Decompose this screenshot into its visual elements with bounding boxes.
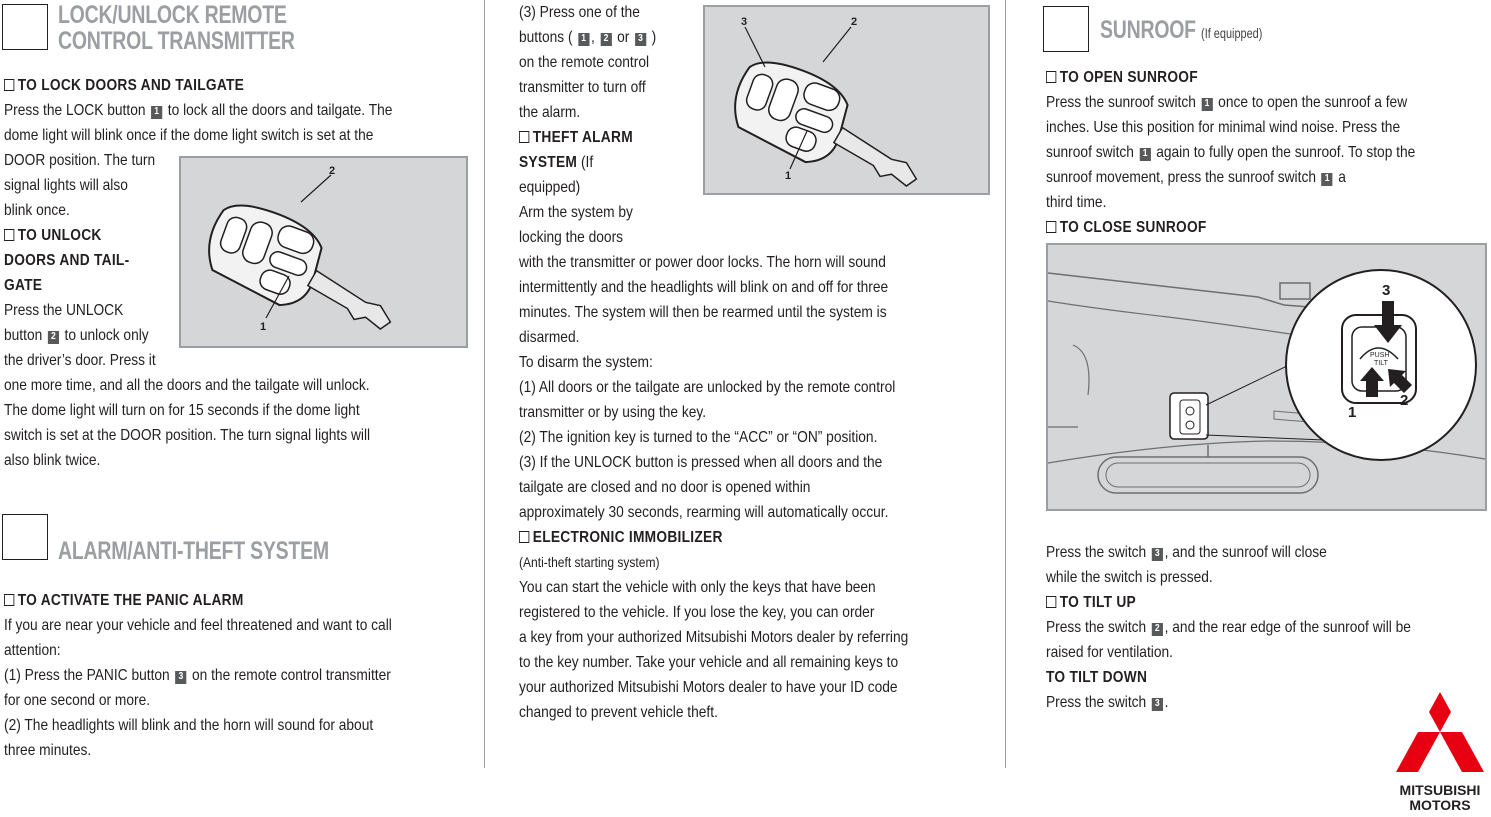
heading-immobilizer: ELECTRONIC IMMOBILIZER <box>519 525 908 550</box>
key-fob-illustration-alarm <box>705 7 988 193</box>
badge-1-icon: 1 <box>1201 98 1212 111</box>
push-label: PUSH <box>1370 352 1390 359</box>
heading-unlock-doors: TO UNLOCK <box>4 223 392 248</box>
badge-2-icon: 2 <box>1152 623 1163 636</box>
checkbox-icon <box>4 79 14 91</box>
section-marker-box-sunroof <box>1043 6 1089 52</box>
heading-lock-doors: TO LOCK DOORS AND TAILGATE <box>4 73 392 98</box>
figure-label-3: 3 <box>741 16 748 28</box>
key-fob-figure-alarm <box>703 5 990 195</box>
badge-3-icon: 3 <box>1152 698 1163 711</box>
badge-1-icon: 1 <box>151 106 162 119</box>
figure-label-2: 2 <box>1400 392 1409 409</box>
badge-1-icon: 1 <box>578 33 589 46</box>
checkbox-icon <box>1046 71 1056 83</box>
section-title-lock-unlock: LOCK/UNLOCK REMOTE CONTROL TRANSMITTER <box>58 1 295 55</box>
heading-close-sunroof: TO CLOSE SUNROOF <box>1046 215 1415 240</box>
heading-panic-alarm: TO ACTIVATE THE PANIC ALARM <box>4 588 392 613</box>
badge-3-icon: 3 <box>175 671 186 684</box>
figure-label-1: 1 <box>785 170 792 182</box>
figure-label-3: 3 <box>1382 282 1391 299</box>
badge-2-icon: 2 <box>48 331 59 344</box>
checkbox-icon <box>4 229 14 241</box>
badge-1-icon: 1 <box>1322 173 1333 186</box>
checkbox-icon <box>1046 596 1056 608</box>
heading-open-sunroof: TO OPEN SUNROOF <box>1046 65 1415 90</box>
sunroof-switch-illustration <box>1048 245 1485 509</box>
logo-text: MITSUBISHI MOTORS <box>1399 782 1481 813</box>
badge-3-icon: 3 <box>635 33 646 46</box>
alarm-continued-text: (3) Press one of the buttons ( 1 , 2 or 3 ) on the remote control transmitter to turn off the alarm. THEFT ALARM SYSTEM (If equipped) Arm the system by locking the doors with the transmitter or power door locks. The horn will sound intermittently and the headlights will blink on and off for three minutes. The system will then be rearmed until the system is disarmed. To disarm the system: (1) All doors or the tailgate are unlocked by the remote control transmitter or by using the key. (2) The ignition key is turned to the “ACC” or “ON” position. (3) If the UNLOCK button is pressed when all doors and the tailgate are closed and no door is opened within approximately 30 seconds, rearming will automatically occur. ELECTRONIC IMMOBILIZER (Anti-theft starting system) You can start the vehicle with only the keys that have been registered to the vehicle. If you lose the key, you can order a key from your authorized Mitsubishi Motors dealer by referring to the key number. Take your vehicle and all remaining keys to your authorized Mitsubishi Motors dealer to have your ID code changed to prevent vehicle theft. <box>519 4 909 721</box>
column-divider-left <box>484 0 485 768</box>
figure-label-2: 2 <box>329 165 336 177</box>
tilt-label: TILT <box>1374 360 1388 367</box>
sunroof-switch-figure <box>1046 243 1487 511</box>
section-title-sunroof: SUNROOF (If equipped) <box>1100 16 1263 44</box>
mitsubishi-logo <box>1390 690 1490 815</box>
three-diamonds-icon <box>1390 690 1490 780</box>
heading-theft-alarm: THEFT ALARM <box>519 125 908 150</box>
checkbox-icon <box>519 131 529 143</box>
badge-2-icon: 2 <box>600 33 611 46</box>
section-marker-box-alarm <box>2 514 48 560</box>
heading-tilt-up: TO TILT UP <box>1046 590 1411 615</box>
figure-label-1: 1 <box>1348 404 1357 421</box>
badge-1-icon: 1 <box>1139 148 1150 161</box>
key-fob-illustration <box>181 158 466 346</box>
figure-label-2: 2 <box>851 16 858 28</box>
sunroof-open-text: TO OPEN SUNROOF Press the sunroof switch 1 once to open the sunroof a few inches. Use this position for minimal wind noise. Press the sunroof switch 1 again to fully open the sunroof. To stop the sunroof movement, press the sunroof switch 1 a third time. TO CLOSE SUNROOF <box>1046 65 1415 240</box>
checkbox-icon <box>4 594 14 606</box>
column-divider-right <box>1005 0 1006 768</box>
sunroof-close-text: Press the switch 3 , and the sunroof will close while the switch is pressed. TO TILT UP Press the switch 2 , and the rear edge of the sunroof will be raised for ventilation. TO TILT DOWN Press the switch 3 . <box>1046 544 1411 711</box>
figure-label-1: 1 <box>260 321 267 333</box>
checkbox-icon <box>1046 221 1056 233</box>
badge-3-icon: 3 <box>1152 548 1163 561</box>
lock-section-text: TO LOCK DOORS AND TAILGATE Press the LOCK button 1 to lock all the doors and tailgate. The dome light will blink once if the dome light switch is set at the DOOR position. The turn signal lights will also blink once. TO UNLOCK DOORS AND TAIL- GATE Press the UNLOCK button 2 to unlock only the driver’s door. Press it one more time, and all the doors and the tailgate will unlock. The dome light will turn on for 15 seconds if the dome light switch is set at the DOOR position. The turn signal lights will also blink twice. <box>4 73 392 473</box>
panic-section-text: TO ACTIVATE THE PANIC ALARM If you are near your vehicle and feel threatened and want to call attention: (1) Press the PANIC button 3 on the remote control transmitter for one second or more. (2) The headlights will blink and the horn will sound for about three minutes. <box>4 588 392 763</box>
section-marker-box-lock <box>2 4 48 50</box>
section-title-alarm: ALARM/ANTI-THEFT SYSTEM <box>58 537 329 565</box>
heading-tilt-down: TO TILT DOWN <box>1046 669 1148 686</box>
key-fob-figure <box>179 156 468 348</box>
checkbox-icon <box>519 531 529 543</box>
